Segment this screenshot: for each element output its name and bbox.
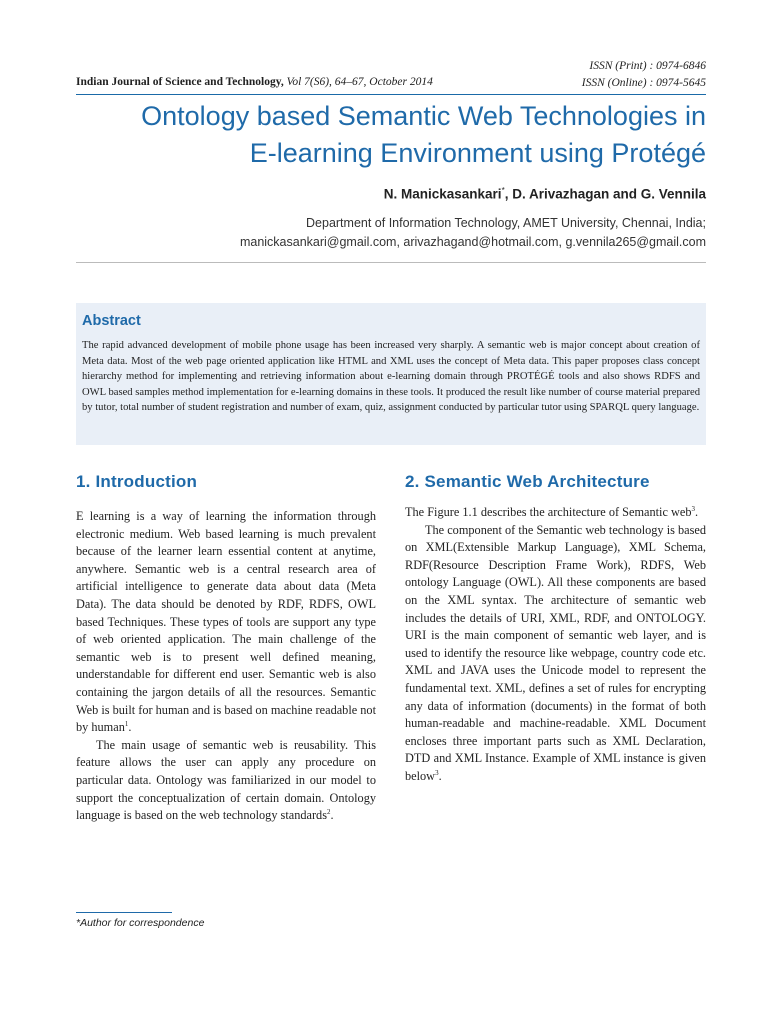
citation-ref: 2: [327, 808, 331, 816]
journal-name: Indian Journal of Science and Technology,: [76, 76, 284, 88]
abstract-heading: Abstract: [82, 313, 141, 329]
journal-citation: [76, 76, 433, 88]
author-emails: manickasankari@gmail.com, arivazhagand@hotmail.com, g.vennila265@gmail.com: [239, 235, 706, 249]
affiliation: [240, 214, 706, 252]
volume-info: Vol 7(S6), 64–67, October 2014: [286, 76, 433, 88]
footnote-rule: [76, 912, 172, 913]
section-2-heading: 2. Semantic Web Architecture: [405, 472, 650, 491]
intro-paragraph-1: [76, 508, 376, 737]
issn-print: ISSN (Print) : 0974-6846: [589, 60, 706, 72]
corresponding-mark: *: [501, 186, 505, 195]
issn-online: ISSN (Online) : 0974-5645: [581, 77, 706, 89]
issn-block: [582, 58, 706, 92]
intro-paragraph-1-end: .: [128, 720, 132, 735]
arch-paragraph-2-text: The component of the Semantic web technology is based on XML(Extensible Markup Language), XML Schema, RDF(Resource Description Frame Work), RDFS, Web ontology Language (OWL). All these components are based on the XML syntax. The architecture of semantic web includes the details of URI, XML, RDF, and ONTOLOGY. URI is the main component of semantic web layer, and is used to identify the resource like webpage, country code etc. XML and JAVA uses the Unicode model to represent the fundamental text. XML, defines a set of rules for encrypting any data of information (documents) in the format of both human-readable and machine-readable. XML Document encloses three important parts such as XML Declaration, DTD and XML Instance. Example of XML instance is given below: [405, 522, 706, 783]
citation-ref: 1: [124, 720, 129, 729]
architecture-column: [405, 504, 706, 786]
author-list: [384, 186, 706, 202]
affiliation-rule: [76, 262, 706, 263]
department: Department of Information Technology, AMET University, Chennai, India;: [306, 216, 706, 230]
arch-paragraph-1-end: .: [694, 505, 699, 519]
other-authors: , D. Arivazhagan and G. Vennila: [504, 186, 706, 202]
header-rule: [76, 94, 706, 95]
footnote: *Author for correspondence: [76, 917, 205, 929]
abstract-text: The rapid advanced development of mobile phone usage has been increased very sharply. A semantic web is major concept about creation of Meta data. Most of the web page oriented application like HTML and XML uses the concept of Meta data. This paper proposes class concept hierarchy method for implementing and retrieving information about e-learning domain through PROTÉGÉ tools and also shows RDFS and OWL based samples method implementation for e-learning domains in these tools. It produced the result like number of course material prepared by tutor, total number of student registration and number of exam, quiz, assignment conducted by particular tutor using SPARQL query language.: [82, 340, 700, 413]
arch-paragraph-1: [405, 504, 706, 522]
intro-paragraph-2-text: The main usage of semantic web is reusability. This feature allows the user can apply any procedure on particular data. Ontology was familiarized in our model to support the conceptualization of certain domain. Ontology language is based on the web technology standards: [76, 737, 376, 823]
intro-paragraph-2-end: .: [330, 808, 334, 823]
arch-paragraph-2-end: .: [438, 768, 442, 783]
citation-ref: 3: [691, 504, 695, 513]
paper-title: [100, 98, 706, 172]
intro-paragraph-2: [76, 737, 376, 825]
title-line-1: Ontology based Semantic Web Technologies in: [141, 101, 706, 131]
citation-ref: 3: [435, 768, 439, 777]
title-line-2: E-learning Environment using Protégé: [249, 138, 706, 168]
section-1-heading: 1. Introduction: [76, 472, 198, 491]
introduction-column: [76, 508, 376, 825]
first-author: N. Manickasankari: [383, 186, 502, 202]
arch-paragraph-2: [405, 522, 706, 786]
arch-paragraph-1-text: The Figure 1.1 describes the architecture of Semantic web: [405, 505, 692, 519]
intro-paragraph-1-text: E learning is a way of learning the information through electronic medium. Web based learning is much prevalent because of the learner learn essential content at anytime, anywhere. Semantic web is a central research area of artificial intelligence to generate data about data (Meta Data). The data should be denoted by RDF, RDFS, OWL based Techniques. These types of tools are support any type of web oriented application. The main challenge of the semantic web is to present well defined meaning, understandable for different end user. Semantic web is also containing the jargon details of all the resources. Semantic Web is built for human and is based on machine readable not by human: [76, 509, 376, 735]
